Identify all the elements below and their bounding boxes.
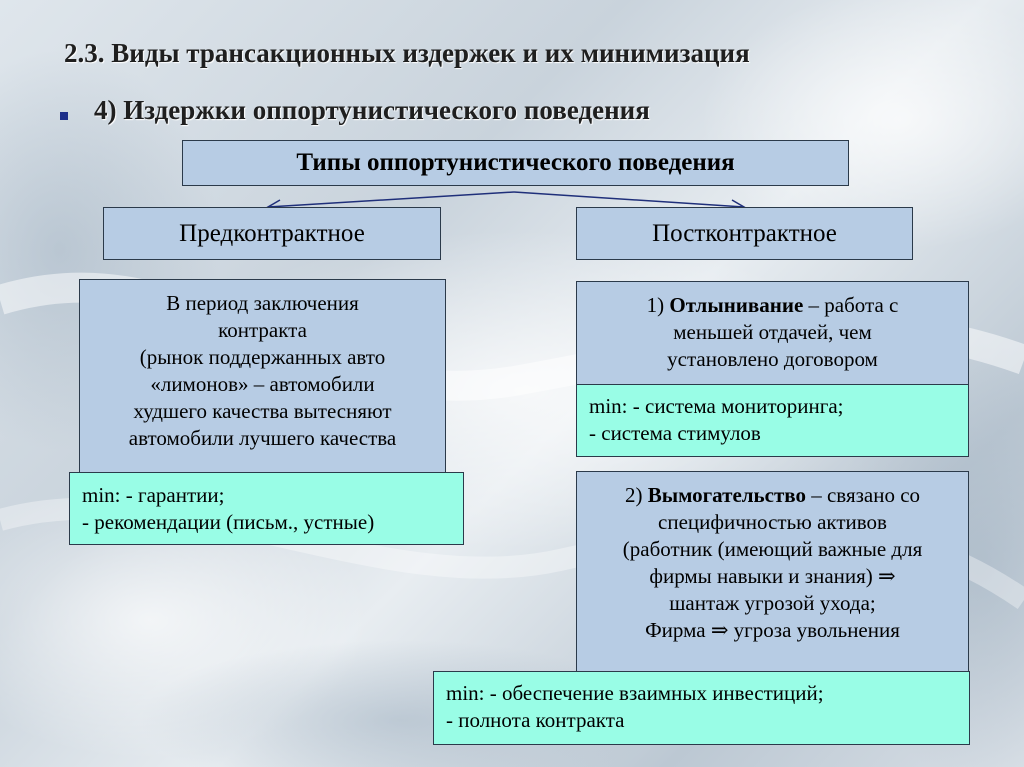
holdup-term: Вымогательство bbox=[647, 483, 806, 507]
min-line: - полнота контракта bbox=[446, 708, 625, 732]
opportunism-types-header: Типы оппортунистического поведения bbox=[182, 140, 849, 186]
min-line: - система стимулов bbox=[589, 421, 761, 445]
description-line: установлено договором bbox=[667, 347, 878, 371]
shirking-term: Отлынивание bbox=[669, 293, 804, 317]
slide-subtitle: 4) Издержки оппортунистического поведения bbox=[94, 95, 650, 125]
description-line: шантаж угрозой ухода; bbox=[669, 591, 876, 615]
description-line: автомобили лучшего качества bbox=[128, 426, 397, 450]
description-line: контракта bbox=[218, 318, 307, 342]
holdup-box bbox=[576, 471, 969, 672]
description-line: «лимонов» – автомобили bbox=[150, 372, 375, 396]
precontract-description bbox=[79, 279, 446, 473]
item-number: 2) bbox=[624, 483, 648, 507]
description-line: фирмы навыки и знания) ⇒ bbox=[649, 564, 896, 588]
min-line: - рекомендации (письм., устные) bbox=[82, 510, 375, 534]
min-line: min: - гарантии; bbox=[82, 483, 225, 507]
description-line: Фирма ⇒ угроза увольнения bbox=[645, 618, 900, 642]
holdup-minimization bbox=[433, 671, 970, 745]
description-line: (работник (имеющий важные для bbox=[622, 537, 923, 561]
precontract-minimization bbox=[69, 472, 464, 545]
shirking-definition-start: – работа с bbox=[803, 293, 899, 317]
bullet-icon bbox=[60, 112, 68, 120]
item-number: 1) bbox=[646, 293, 670, 317]
holdup-heading bbox=[577, 482, 968, 509]
postcontract-box: Постконтрактное bbox=[576, 207, 913, 260]
min-line: min: - обеспечение взаимных инвестиций; bbox=[446, 681, 824, 705]
shirking-minimization bbox=[576, 384, 969, 457]
min-line: min: - система мониторинга; bbox=[589, 394, 844, 418]
shirking-heading bbox=[577, 292, 968, 319]
description-line: специфичностью активов bbox=[658, 510, 887, 534]
shirking-box bbox=[576, 281, 969, 385]
description-line: В период заключения bbox=[166, 291, 359, 315]
holdup-definition-start: – связано со bbox=[805, 483, 921, 507]
description-line: меньшей отдачей, чем bbox=[673, 320, 872, 344]
precontract-box: Предконтрактное bbox=[103, 207, 441, 260]
description-line: (рынок поддержанных авто bbox=[139, 345, 386, 369]
slide-title: 2.3. Виды трансакционных издержек и их минимизация bbox=[64, 38, 750, 68]
description-line: худшего качества вытесняют bbox=[133, 399, 392, 423]
